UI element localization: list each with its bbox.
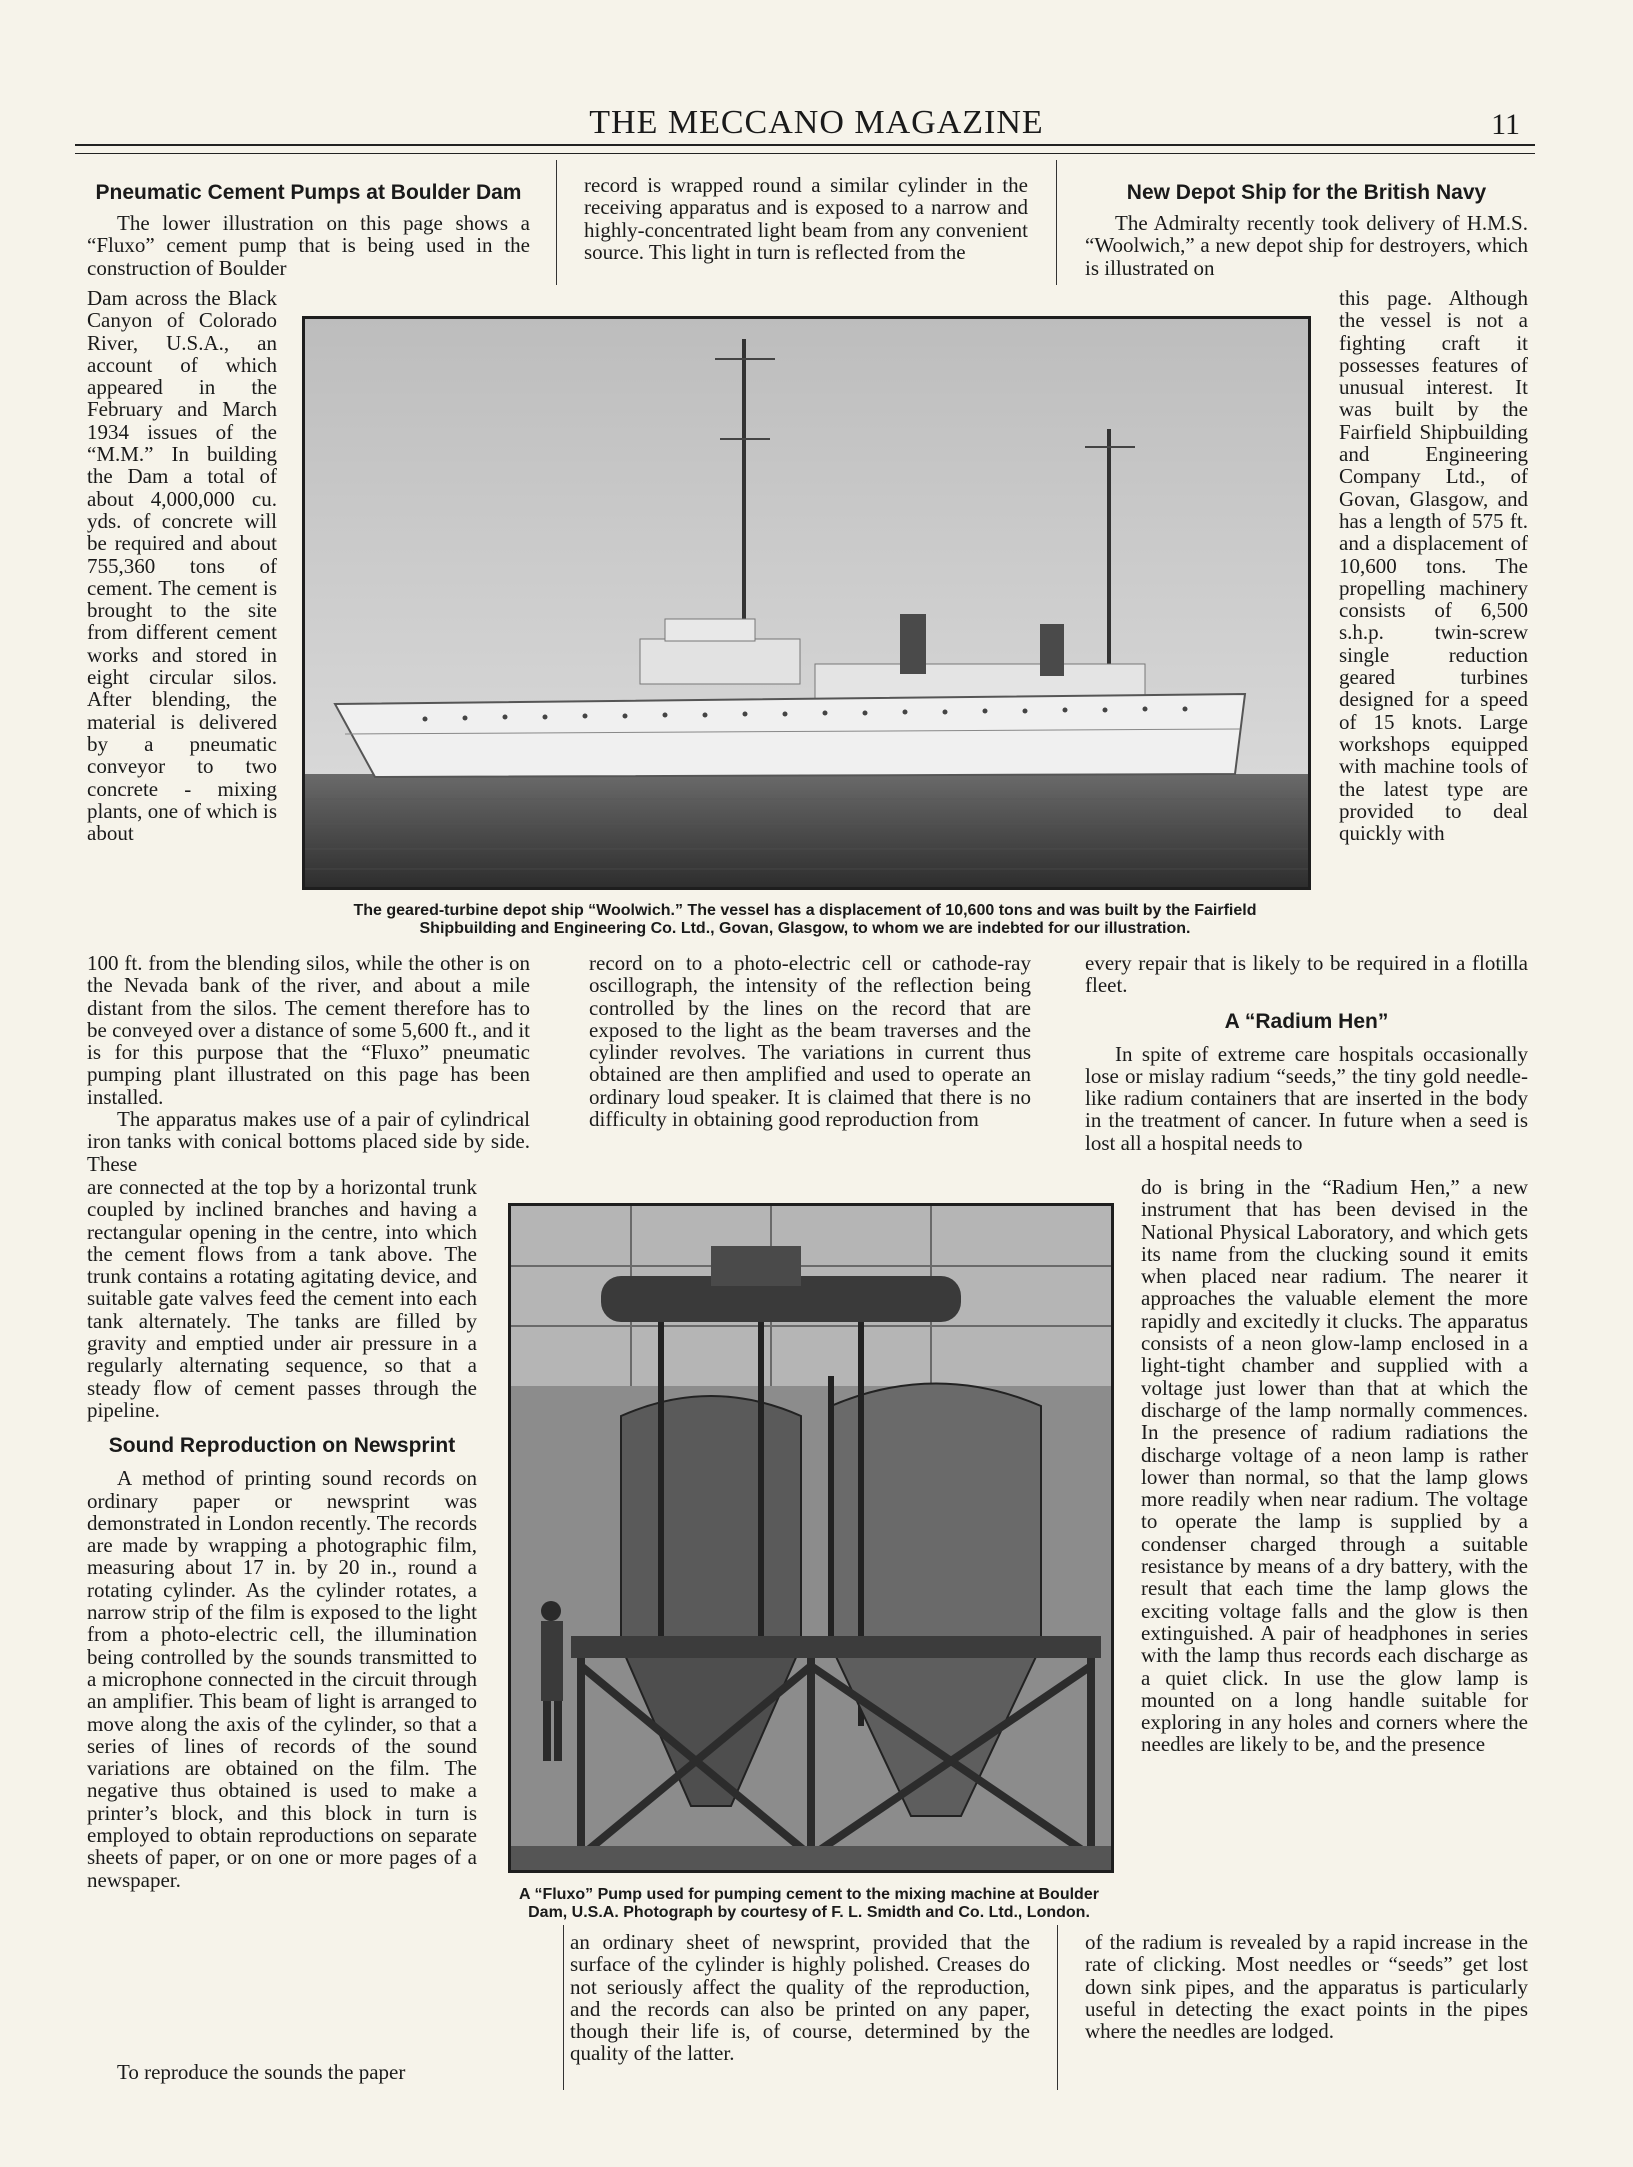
column-3-narrow [1339,287,1528,844]
article-heading-sound-reproduction: Sound Reproduction on Newsprint [108,1434,456,1458]
column-3-top [1085,180,1528,279]
column-1-narrow [87,287,277,844]
column-1-beside-pump [87,1176,477,1891]
column-2-top [584,174,1028,263]
header-rule [75,144,1535,146]
column-rule [1056,160,1057,285]
column-3-bottom [1085,1931,1528,2042]
column-3-beside-pump [1141,1176,1528,1756]
paragraph: To reproduce the sounds the paper [117,2060,406,2084]
paragraph: Dam across the Black Canyon of Colorado River, U.S.A., an account of which appeared in the February and March 1934 issues of the “M.M.” In building the Dam a total of about 4,000,000 cu. yds. of concrete will be required and about 755,360 tons of cement. The cement is brought to the site from different cement works and stored in eight circular silos. After blending, the material is delivered by a pneumatic conveyor to two concrete - mixing plants, one of which is about [87,286,277,846]
column-rule [1057,1925,1058,2090]
paragraph: record is wrapped round a similar cylinder in the receiving apparatus and is exposed to a narrow and highly-concentrated light beam from any convenient source. This light in turn is reflected from the [584,173,1028,264]
paragraph: The lower illustration on this page shows a “Fluxo” cement pump that is being used in the construction of Boulder [87,211,530,280]
article-heading-depot-ship: New Depot Ship for the British Navy [1126,181,1487,204]
article-heading-radium-hen: A “Radium Hen” [1224,1009,1389,1033]
column-1-wide [87,952,530,1175]
pump-photo [508,1203,1114,1873]
ship-caption: The geared-turbine depot ship “Woolwich.” The vessel has a displacement of 10,600 tons and was built by the Fairfield Shipbuilding and Engineering Co. Ltd., Govan, Glasgow, to whom we are indebted for our illustration. [353,902,1257,937]
paragraph: 100 ft. from the blending silos, while the other is on the Nevada bank of the river, and about a mile distant from the silos. The cement therefore has to be conveyed over a distance of some 5,600 ft., and it is for this purpose that the “Fluxo” pneumatic pumping plant illustrated on this page has been installed. [87,951,530,1109]
paragraph: The apparatus makes use of a pair of cylindrical iron tanks with conical bottoms placed side by side. These [87,1107,530,1176]
paragraph: are connected at the top by a horizontal trunk coupled by inclined branches and having a rectangular opening in the centre, into which the cement flows from a tank above. The trunk contains a rotating agitating device, and suitable gate valves feed the cement into each tank alternately. The tanks are filled by gravity and emptied under air pressure in a regularly alternating sequence, so that a steady flow of cement passes through the pipeline. [87,1175,477,1422]
paragraph: The Admiralty recently took delivery of H.M.S. “Woolwich,” a new depot ship for destroyers, which is illustrated on [1085,211,1528,280]
column-1-bottom [87,2061,530,2083]
paragraph: do is bring in the “Radium Hen,” a new instrument that has been devised in the National Physical Laboratory, and which gets its name from the clucking sound it emits when placed near radium. The nearer it approaches the valuable element the more rapidly and excitedly it clucks. The apparatus consists of a neon glow-lamp enclosed in a light-tight chamber and supplied with a voltage just lower than that at which the discharge of the lamp normally commences. In the presence of radium radiations the discharge voltage of a neon lamp is rather lower than normal, so that the lamp glows more readily when near radium. The voltage to operate the lamp is supplied by a condenser charged through a suitable resistance by means of a dry battery, with the result that each time the lamp glows the exciting voltage falls and the glow is then extinguished. A pair of headphones in series with the lamp thus records each discharge as a quiet click. In use the glow lamp is mounted on a long handle suitable for exploring in any holes and corners where the needles are likely to be, and the presence [1141,1175,1528,1757]
column-2-mid [589,952,1031,1130]
column-2-bottom [570,1931,1030,2065]
paragraph: this page. Although the vessel is not a fighting craft it possesses features of unusual interest. It was built by the Fairfield Shipbuilding and Engineering Company Ltd., of Govan, Glasgow, and has a length of 575 ft. and a displacement of 10,600 tons. The propelling machinery consists of 6,500 s.h.p. twin-screw single reduction geared turbines designed for a speed of 15 knots. Large workshops equipped with machine tools of the latest type are provided to deal quickly with [1339,286,1528,846]
paragraph: record on to a photo-electric cell or cathode-ray oscillograph, the intensity of the reflection being controlled by the lines on the record that are exposed to the light as the beam traverses and the cylinder revolves. The variations in current thus obtained are then amplified and used to operate an ordinary loud speaker. It is claimed that there is no difficulty in obtaining good reproduction from [589,951,1031,1132]
page-number: 11 [1491,108,1520,141]
paragraph: every repair that is likely to be required in a flotilla fleet. [1085,951,1528,998]
column-rule [563,1925,564,2090]
pump-caption: A “Fluxo” Pump used for pumping cement to the mixing machine at Boulder Dam, U.S.A. Photograph by courtesy of F. L. Smidth and Co. Ltd., London. [519,1886,1099,1921]
magazine-title: THE MECCANO MAGAZINE [589,104,1044,141]
column-1-top [87,180,530,279]
column-3-wide [1085,952,1528,1154]
ship-photo [302,316,1311,890]
pump-illustration [511,1206,1111,1870]
paragraph: A method of printing sound records on ordinary paper or newsprint was demonstrated in London recently. The records are made by wrapping a photographic film, measuring about 17 in. by 20 in., round a rotating cylinder. As the cylinder rotates, a narrow strip of the film is exposed to the light from a photo-electric cell, the illumination being controlled by the sounds transmitted to a microphone connected in the circuit through an amplifier. This beam of light is arranged to move along the axis of the cylinder, so that a series of lines of records of the sound variations are obtained on the film. The negative thus obtained is used to make a printer’s block, and this block in turn is employed to obtain reproductions on separate sheets of paper, or on one or more pages of a newspaper. [87,1466,477,1892]
ship-illustration [305,319,1308,887]
header-rule-thin [75,153,1535,154]
paragraph: of the radium is revealed by a rapid increase in the rate of clicking. Most needles or “seeds” get lost down sink pipes, and the apparatus is particularly useful in detecting the exact points in the pipes where the needles are lodged. [1085,1930,1528,2044]
article-heading-cement-pumps: Pneumatic Cement Pumps at Boulder Dam [95,181,522,204]
column-rule [556,160,557,285]
paragraph: In spite of extreme care hospitals occasionally lose or mislay radium “seeds,” the tiny gold needle-like radium containers that are inserted in the body in the treatment of cancer. In future when a seed is lost all a hospital needs to [1085,1041,1528,1155]
paragraph: an ordinary sheet of newsprint, provided that the surface of the cylinder is highly polished. Creases do not seriously affect the quality of the reproduction, and the records can also be printed on any paper, though their life is, of course, determined by the quality of the latter. [570,1930,1030,2066]
